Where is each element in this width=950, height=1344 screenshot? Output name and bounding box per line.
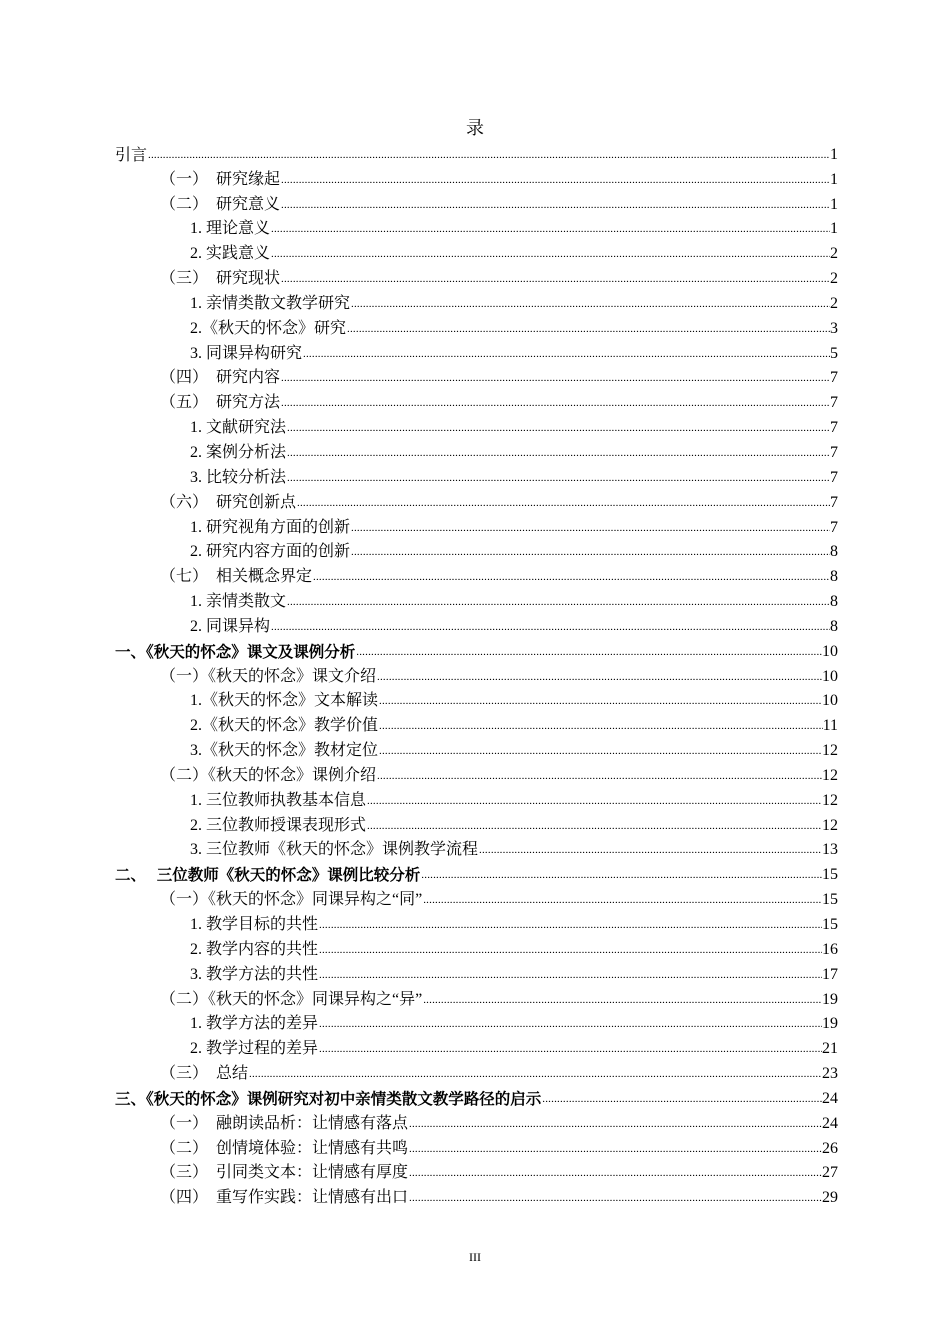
- dot-leader: [408, 1191, 822, 1205]
- toc-entry-label: 1.《秋天的怀念》文本解读: [190, 692, 379, 710]
- dot-leader: [355, 645, 822, 659]
- dot-leader: [366, 819, 822, 833]
- toc-entry[interactable]: [115, 215, 838, 240]
- toc-entry-label: （二）《秋天的怀念》课例介绍: [160, 766, 377, 784]
- dot-leader: [350, 297, 830, 311]
- dot-leader: [541, 1092, 822, 1106]
- dot-leader: [408, 1166, 822, 1180]
- toc-entry-page: 7: [830, 493, 838, 511]
- dot-leader: [147, 148, 830, 162]
- toc-entry-label: （一）《秋天的怀念》课文介绍: [160, 667, 377, 685]
- dot-leader: [296, 496, 830, 510]
- toc-entry[interactable]: [115, 1134, 838, 1159]
- toc-entry-page: 15: [822, 916, 838, 933]
- toc-entry[interactable]: [115, 662, 838, 687]
- toc-entry-page: 1: [830, 195, 838, 213]
- toc-entry-label: 1. 研究视角方面的创新: [190, 518, 351, 536]
- toc-entry-label: 2. 实践意义: [190, 245, 271, 263]
- toc-entry-label: （一） 研究缘起: [160, 170, 281, 188]
- toc-entry-page: 11: [822, 717, 838, 735]
- toc-entry-page: 12: [822, 816, 838, 834]
- toc-entry-label: 1. 教学方法的差异: [190, 1015, 319, 1033]
- toc-entry[interactable]: [115, 587, 838, 612]
- toc-entry-label: 1. 理论意义: [190, 220, 271, 238]
- toc-entry[interactable]: [115, 1183, 838, 1208]
- toc-entry-label: 2. 案例分析法: [190, 443, 287, 461]
- toc-entry-page: 8: [830, 617, 838, 635]
- dot-leader: [286, 595, 830, 609]
- toc-entry-page: 29: [822, 1189, 838, 1207]
- toc-entry[interactable]: [115, 1034, 838, 1059]
- toc-entry[interactable]: [115, 836, 838, 861]
- toc-entry-label: 三、《秋天的怀念》课例研究对初中亲情类散文教学路径的启示: [115, 1089, 542, 1108]
- toc-entry-label: 3. 三位教师《秋天的怀念》课例教学流程: [190, 841, 479, 859]
- toc-entry-label: （一）《秋天的怀念》同课异构之“同”: [160, 891, 423, 909]
- toc-entry-label: 3. 同课异构研究: [190, 344, 303, 362]
- toc-entry-page: 1: [830, 220, 838, 238]
- toc-entry-page: 7: [830, 468, 838, 486]
- toc-entry-label: 1. 亲情类散文教学研究: [190, 294, 351, 312]
- dot-leader: [312, 570, 830, 584]
- toc-entry-page: 3: [830, 319, 838, 337]
- toc-entry-label: 引言: [115, 144, 148, 164]
- toc-entry[interactable]: [115, 960, 838, 985]
- toc-entry[interactable]: [115, 1109, 838, 1134]
- toc-entry-page: 23: [822, 1065, 838, 1083]
- toc-entry[interactable]: [115, 1059, 838, 1084]
- toc-entry-page: 26: [822, 1139, 838, 1157]
- toc-entry-page: 2: [830, 245, 838, 263]
- dot-leader: [286, 471, 830, 485]
- toc-entry-label: 1. 三位教师执教基本信息: [190, 791, 367, 809]
- toc-entry-page: 21: [822, 1040, 838, 1058]
- dot-leader: [286, 421, 830, 435]
- toc-entry-page: 13: [822, 841, 838, 859]
- toc-title: 录: [466, 118, 484, 138]
- toc-entry[interactable]: [115, 264, 838, 289]
- dot-leader: [280, 396, 830, 410]
- toc-entry-label: 一、《秋天的怀念》课文及课例分析: [115, 642, 356, 661]
- toc-entry-page: 24: [822, 1114, 838, 1132]
- toc-entry-label: 3.《秋天的怀念》教材定位: [190, 742, 379, 760]
- dot-leader: [422, 893, 822, 907]
- toc-entry[interactable]: [115, 1159, 838, 1184]
- dot-leader: [378, 694, 822, 708]
- toc-entry-label: 1. 文献研究法: [190, 419, 287, 437]
- toc-entry-label: 2. 同课异构: [190, 617, 271, 635]
- toc-entry-page: 10: [822, 642, 838, 660]
- dot-leader: [318, 1017, 822, 1031]
- toc-entry[interactable]: [115, 314, 838, 339]
- toc-entry-page: 2: [830, 294, 838, 312]
- toc-entry-page: 1: [830, 145, 838, 163]
- dot-leader: [280, 272, 830, 286]
- toc-entry[interactable]: [115, 910, 838, 935]
- toc-entry-label: （七） 相关概念界定: [160, 568, 313, 586]
- toc-entry-label: 1. 教学目标的共性: [190, 916, 319, 933]
- toc-entry[interactable]: [115, 488, 838, 513]
- toc-entry-page: 7: [830, 419, 838, 437]
- toc-entry[interactable]: [115, 289, 838, 314]
- toc-entry[interactable]: [115, 637, 838, 662]
- toc-entry-page: 16: [822, 940, 838, 958]
- toc-entry[interactable]: [115, 165, 838, 190]
- toc-entry-label: 2.《秋天的怀念》教学价值: [190, 717, 379, 735]
- dot-leader: [378, 719, 823, 733]
- toc-entry-label: 3. 教学方法的共性: [190, 965, 319, 983]
- toc-entry-page: 7: [830, 518, 838, 536]
- toc-entry-page: 8: [830, 568, 838, 586]
- toc-entry[interactable]: [115, 860, 838, 885]
- toc-entry[interactable]: [115, 985, 838, 1010]
- dot-leader: [350, 545, 830, 559]
- dot-leader: [318, 968, 822, 982]
- toc-entry-label: 2.《秋天的怀念》研究: [190, 319, 347, 337]
- toc-entry-label: （二）《秋天的怀念》同课异构之“异”: [160, 990, 423, 1008]
- toc-entry[interactable]: [115, 364, 838, 389]
- dot-leader: [248, 1067, 822, 1081]
- dot-leader: [318, 1042, 822, 1056]
- toc-entry-label: 1. 亲情类散文: [190, 593, 287, 611]
- dot-leader: [422, 993, 822, 1007]
- dot-leader: [408, 1142, 822, 1156]
- page-number: III: [469, 1250, 481, 1264]
- toc-entry[interactable]: [115, 612, 838, 637]
- toc-entry-page: 5: [830, 344, 838, 362]
- toc-entry-label: （三） 研究现状: [160, 270, 281, 288]
- toc-entry[interactable]: [115, 935, 838, 960]
- toc-entry[interactable]: [115, 438, 838, 463]
- dot-leader: [302, 347, 830, 361]
- dot-leader: [280, 371, 830, 385]
- toc-entry-page: 1: [830, 170, 838, 188]
- toc-entry[interactable]: [115, 413, 838, 438]
- toc-entry-page: 19: [822, 1015, 838, 1033]
- dot-leader: [270, 620, 830, 634]
- dot-leader: [280, 198, 830, 212]
- dot-leader: [408, 1117, 822, 1131]
- toc-entry-label: （二） 研究意义: [160, 195, 281, 213]
- dot-leader: [270, 247, 830, 261]
- toc-entry-label: 2. 教学内容的共性: [190, 940, 319, 958]
- toc-entry-page: 15: [822, 866, 838, 884]
- toc-entry[interactable]: [115, 562, 838, 587]
- table-of-contents: [115, 140, 838, 1208]
- toc-entry[interactable]: [115, 339, 838, 364]
- toc-entry[interactable]: [115, 761, 838, 786]
- toc-entry-label: 二、 三位教师《秋天的怀念》课例比较分析: [115, 866, 421, 885]
- toc-entry-page: 8: [830, 543, 838, 561]
- toc-entry[interactable]: [115, 190, 838, 215]
- toc-entry-label: （三） 引同类文本：让情感有厚度: [160, 1164, 409, 1182]
- toc-entry[interactable]: [115, 1010, 838, 1035]
- toc-entry-page: 12: [822, 742, 838, 760]
- toc-entry-page: 7: [830, 443, 838, 461]
- toc-entry-page: 24: [822, 1089, 838, 1107]
- toc-entry-label: （四） 研究内容: [160, 369, 281, 387]
- dot-leader: [350, 521, 830, 535]
- toc-entry[interactable]: [115, 687, 838, 712]
- dot-leader: [318, 918, 822, 932]
- toc-entry[interactable]: [115, 463, 838, 488]
- dot-leader: [318, 943, 822, 957]
- toc-entry-label: 2. 教学过程的差异: [190, 1040, 319, 1058]
- toc-entry-label: （三） 总结: [160, 1065, 249, 1083]
- toc-entry-page: 12: [822, 766, 838, 784]
- toc-entry-page: 17: [822, 965, 838, 983]
- toc-entry-label: 2. 研究内容方面的创新: [190, 543, 351, 561]
- toc-entry-page: 12: [822, 791, 838, 809]
- dot-leader: [478, 843, 822, 857]
- toc-entry[interactable]: [115, 513, 838, 538]
- dot-leader: [346, 322, 830, 336]
- dot-leader: [378, 744, 822, 758]
- toc-entry[interactable]: [115, 140, 838, 165]
- toc-entry[interactable]: [115, 388, 838, 413]
- dot-leader: [366, 794, 822, 808]
- toc-entry-label: （六） 研究创新点: [160, 493, 297, 511]
- toc-entry[interactable]: [115, 239, 838, 264]
- toc-entry-label: 2. 三位教师授课表现形式: [190, 816, 367, 834]
- toc-entry[interactable]: [115, 711, 838, 736]
- dot-leader: [286, 446, 830, 460]
- toc-entry[interactable]: [115, 811, 838, 836]
- toc-entry-page: 7: [830, 394, 838, 412]
- toc-entry-page: 10: [822, 692, 838, 710]
- toc-entry-page: 10: [822, 667, 838, 685]
- toc-entry-page: 19: [822, 990, 838, 1008]
- dot-leader: [420, 868, 822, 882]
- dot-leader: [270, 222, 830, 236]
- toc-entry[interactable]: [115, 786, 838, 811]
- toc-entry-page: 27: [822, 1164, 838, 1182]
- toc-entry[interactable]: [115, 736, 838, 761]
- toc-entry-page: 7: [830, 369, 838, 387]
- toc-entry-label: （四） 重写作实践：让情感有出口: [160, 1189, 409, 1207]
- dot-leader: [280, 173, 830, 187]
- toc-entry-page: 8: [830, 593, 838, 611]
- toc-entry[interactable]: [115, 885, 838, 910]
- toc-entry-page: 15: [822, 891, 838, 909]
- toc-entry[interactable]: [115, 1084, 838, 1109]
- dot-leader: [376, 769, 822, 783]
- toc-entry[interactable]: [115, 538, 838, 563]
- toc-entry-label: （一） 融朗读品析：让情感有落点: [160, 1114, 409, 1132]
- toc-entry-label: 3. 比较分析法: [190, 468, 287, 486]
- dot-leader: [376, 670, 822, 684]
- toc-entry-page: 2: [830, 270, 838, 288]
- toc-entry-label: （二） 创情境体验：让情感有共鸣: [160, 1139, 409, 1157]
- toc-entry-label: （五） 研究方法: [160, 394, 281, 412]
